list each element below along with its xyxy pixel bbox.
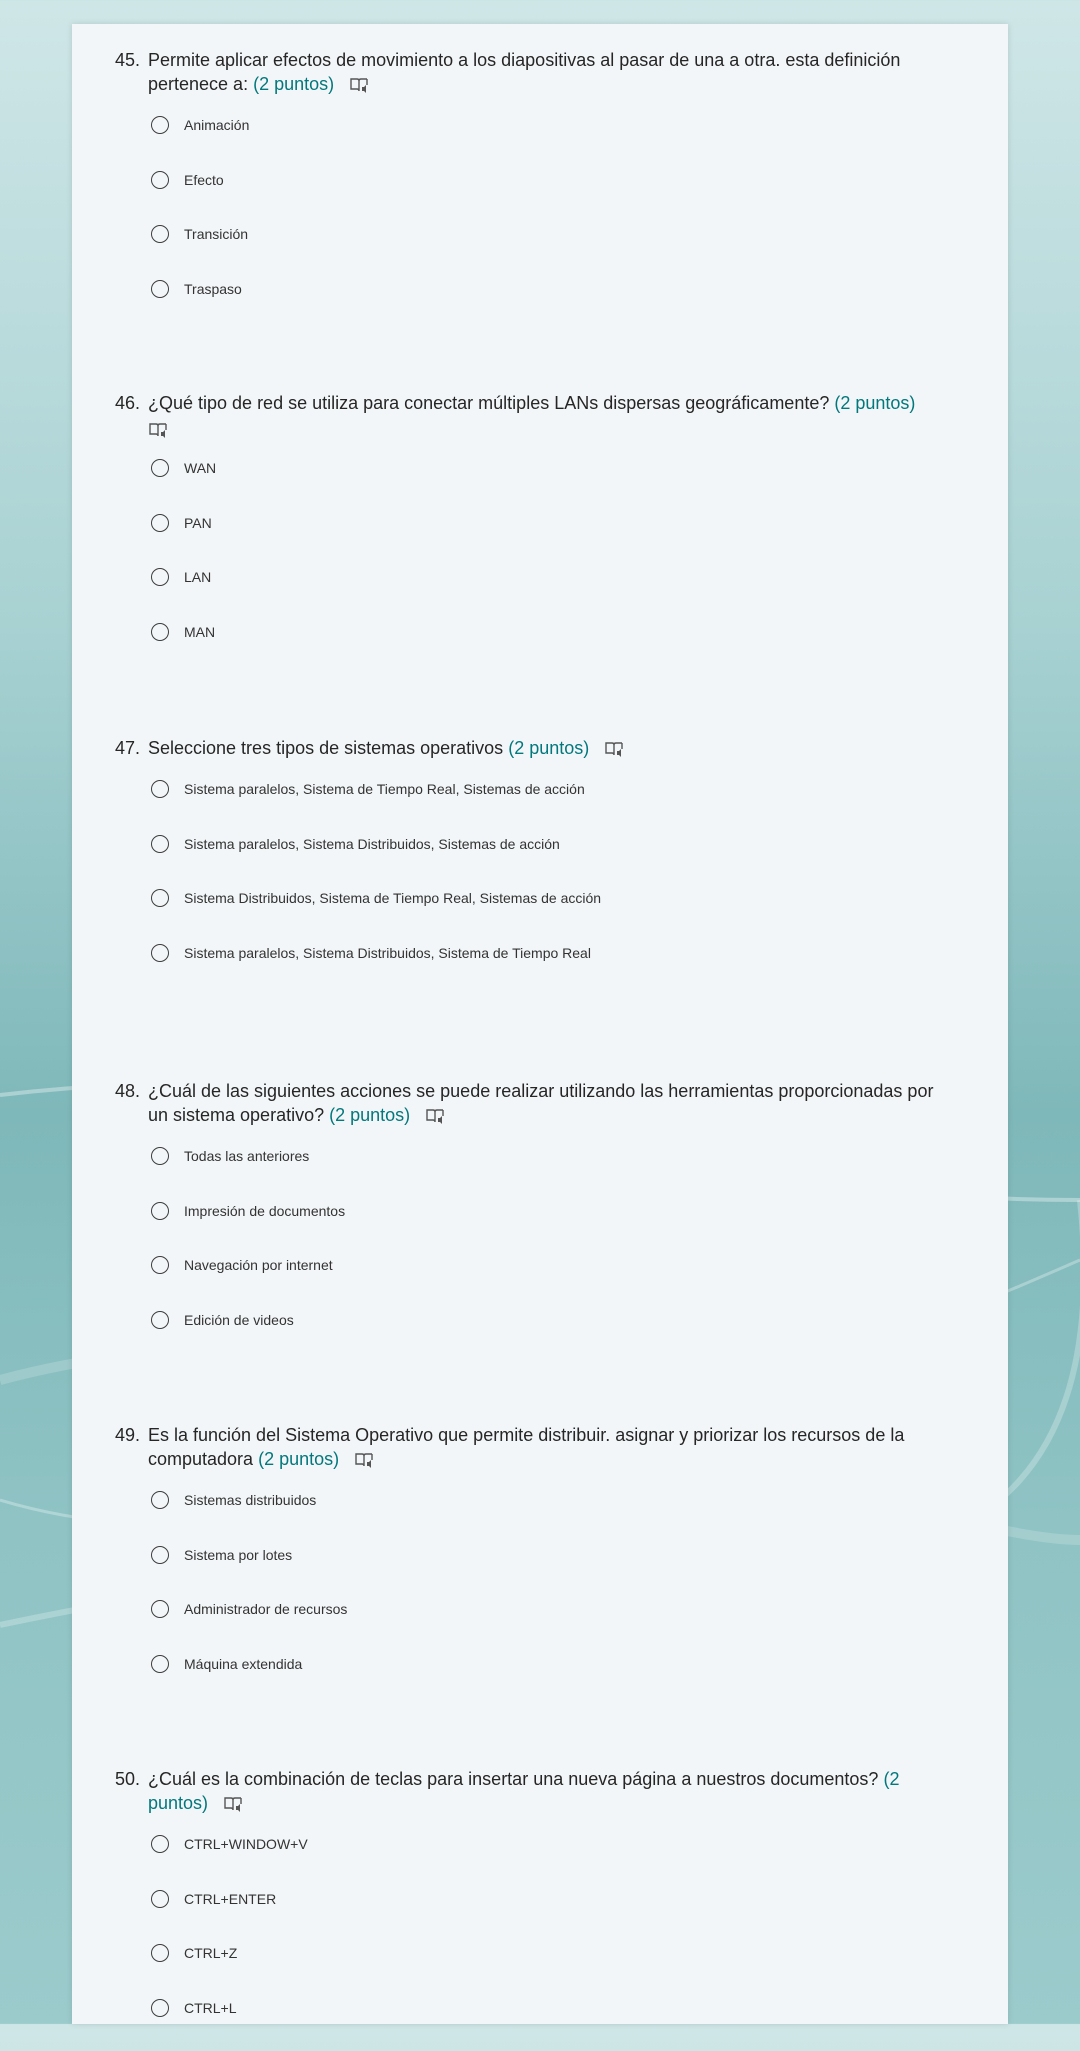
radio-button[interactable] bbox=[151, 1256, 169, 1274]
option-radio[interactable] bbox=[151, 114, 1008, 136]
radio-button[interactable] bbox=[151, 1546, 169, 1564]
question-46 bbox=[72, 391, 1008, 675]
option-radio[interactable] bbox=[151, 887, 1008, 909]
question-text: Seleccione tres tipos de sistemas operativos bbox=[148, 738, 504, 758]
radio-button[interactable] bbox=[151, 623, 169, 641]
question-points: (2 puntos) bbox=[834, 393, 916, 413]
option-radio[interactable] bbox=[151, 1309, 1008, 1331]
radio-button[interactable] bbox=[151, 1311, 169, 1329]
option-radio[interactable] bbox=[151, 1200, 1008, 1222]
immersive-reader-icon[interactable] bbox=[148, 421, 168, 439]
question-number: 45. bbox=[115, 50, 141, 70]
question-header bbox=[72, 1767, 1008, 1815]
option-label: Sistema por lotes bbox=[184, 1546, 293, 1563]
option-radio[interactable] bbox=[151, 1942, 1008, 1964]
option-label: Sistema paralelos, Sistema Distribuidos, Sistema de Tiempo Real bbox=[184, 944, 591, 961]
option-radio[interactable] bbox=[151, 1888, 1008, 1910]
immersive-reader-icon[interactable] bbox=[223, 1795, 243, 1813]
radio-button[interactable] bbox=[151, 944, 169, 962]
question-number: 47. bbox=[115, 738, 141, 758]
question-48 bbox=[72, 1079, 1008, 1363]
options-list bbox=[72, 778, 1008, 964]
question-points: (2 puntos) bbox=[258, 1449, 340, 1469]
option-label: Sistema paralelos, Sistema de Tiempo Real, Sistemas de acción bbox=[184, 781, 585, 797]
question-text-block bbox=[148, 1767, 958, 1815]
options-list bbox=[72, 1489, 1008, 1675]
immersive-reader-icon[interactable] bbox=[349, 76, 369, 94]
question-points: (2 puntos) bbox=[148, 1769, 900, 1813]
radio-button[interactable] bbox=[151, 280, 169, 298]
immersive-reader-icon[interactable] bbox=[354, 1451, 374, 1469]
option-label: Navegación por internet bbox=[184, 1257, 333, 1273]
question-number: 49. bbox=[115, 1425, 141, 1445]
option-label: CTRL+Z bbox=[184, 1945, 238, 1961]
question-text: ¿Qué tipo de red se utiliza para conectar múltiples LANs dispersas geográficamente? bbox=[148, 393, 830, 413]
radio-button[interactable] bbox=[151, 1890, 169, 1908]
options-list bbox=[72, 1833, 1008, 2019]
option-label: Impresión de documentos bbox=[184, 1202, 346, 1219]
options-list bbox=[72, 114, 1008, 300]
radio-button[interactable] bbox=[151, 1835, 169, 1853]
question-header bbox=[72, 391, 1008, 441]
options-list bbox=[72, 1145, 1008, 1331]
option-radio[interactable] bbox=[151, 169, 1008, 191]
radio-button[interactable] bbox=[151, 1600, 169, 1618]
option-label: CTRL+L bbox=[184, 1999, 237, 2016]
option-radio[interactable] bbox=[151, 1489, 1008, 1511]
option-radio[interactable] bbox=[151, 1598, 1008, 1620]
option-radio[interactable] bbox=[151, 1653, 1008, 1675]
option-label: Traspaso bbox=[184, 280, 242, 297]
form-panel bbox=[72, 24, 1008, 2024]
radio-button[interactable] bbox=[151, 1999, 169, 2017]
radio-button[interactable] bbox=[151, 116, 169, 134]
option-radio[interactable] bbox=[151, 278, 1008, 300]
option-radio[interactable] bbox=[151, 833, 1008, 855]
radio-button[interactable] bbox=[151, 514, 169, 532]
radio-button[interactable] bbox=[151, 225, 169, 243]
radio-button[interactable] bbox=[151, 1147, 169, 1165]
question-points: (2 puntos) bbox=[253, 74, 335, 94]
question-text-block bbox=[148, 48, 958, 96]
radio-button[interactable] bbox=[151, 1202, 169, 1220]
reader-icon-row bbox=[138, 417, 958, 441]
question-45 bbox=[72, 48, 1008, 332]
question-text: Permite aplicar efectos de movimiento a los diapositivas al pasar de una a otra. esta definición pertenece a: bbox=[148, 50, 901, 94]
option-label: Transición bbox=[184, 226, 249, 242]
question-points: (2 puntos) bbox=[508, 738, 590, 758]
question-header bbox=[72, 48, 1008, 96]
option-label: Todas las anteriores bbox=[184, 1148, 310, 1164]
option-label: Sistema Distribuidos, Sistema de Tiempo Real, Sistemas de acción bbox=[184, 890, 602, 906]
question-49 bbox=[72, 1423, 1008, 1707]
option-radio[interactable] bbox=[151, 1145, 1008, 1167]
immersive-reader-icon[interactable] bbox=[604, 740, 624, 758]
option-label: Máquina extendida bbox=[184, 1655, 303, 1672]
question-50 bbox=[72, 1767, 1008, 2051]
option-radio[interactable] bbox=[151, 778, 1008, 800]
radio-button[interactable] bbox=[151, 889, 169, 907]
option-label: MAN bbox=[184, 623, 216, 640]
radio-button[interactable] bbox=[151, 780, 169, 798]
option-label: Sistema paralelos, Sistema Distribuidos, Sistemas de acción bbox=[184, 835, 560, 852]
option-label: PAN bbox=[184, 514, 212, 531]
option-radio[interactable] bbox=[151, 1544, 1008, 1566]
option-label: CTRL+ENTER bbox=[184, 1890, 277, 1907]
option-radio[interactable] bbox=[151, 1254, 1008, 1276]
question-text: ¿Cuál es la combinación de teclas para insertar una nueva página a nuestros documentos? bbox=[148, 1769, 879, 1789]
question-number: 50. bbox=[115, 1769, 141, 1789]
radio-button[interactable] bbox=[151, 459, 169, 477]
question-text: Es la función del Sistema Operativo que permite distribuir. asignar y priorizar los recursos de la computadora bbox=[148, 1425, 905, 1469]
option-label: LAN bbox=[184, 569, 212, 585]
question-text-block bbox=[148, 1079, 958, 1127]
question-number: 46. bbox=[115, 393, 141, 413]
question-header bbox=[72, 1079, 1008, 1127]
question-47 bbox=[72, 736, 1008, 996]
radio-button[interactable] bbox=[151, 171, 169, 189]
immersive-reader-icon[interactable] bbox=[425, 1107, 445, 1125]
option-radio[interactable] bbox=[151, 942, 1008, 964]
question-text-block bbox=[148, 736, 958, 760]
option-label: Administrador de recursos bbox=[184, 1601, 348, 1617]
question-text-block bbox=[148, 391, 958, 441]
radio-button[interactable] bbox=[151, 568, 169, 586]
option-label: WAN bbox=[184, 460, 217, 476]
question-text-block bbox=[148, 1423, 958, 1471]
option-label: CTRL+WINDOW+V bbox=[184, 1836, 308, 1852]
option-radio[interactable] bbox=[151, 223, 1008, 245]
option-radio[interactable] bbox=[151, 1997, 1008, 2019]
option-radio[interactable] bbox=[151, 621, 1008, 643]
option-radio[interactable] bbox=[151, 457, 1008, 479]
question-number: 48. bbox=[115, 1081, 141, 1101]
option-label: Edición de videos bbox=[184, 1311, 294, 1328]
question-text: ¿Cuál de las siguientes acciones se puede realizar utilizando las herramientas proporcionadas por un sistema operativo? bbox=[148, 1081, 934, 1125]
radio-button[interactable] bbox=[151, 1491, 169, 1509]
question-points: (2 puntos) bbox=[329, 1105, 411, 1125]
option-label: Efecto bbox=[184, 171, 224, 188]
radio-button[interactable] bbox=[151, 1655, 169, 1673]
option-radio[interactable] bbox=[151, 1833, 1008, 1855]
option-radio[interactable] bbox=[151, 512, 1008, 534]
option-label: Sistemas distribuidos bbox=[184, 1492, 317, 1508]
option-label: Animación bbox=[184, 117, 250, 133]
question-header bbox=[72, 736, 1008, 760]
question-header bbox=[72, 1423, 1008, 1471]
options-list bbox=[72, 457, 1008, 643]
radio-button[interactable] bbox=[151, 835, 169, 853]
radio-button[interactable] bbox=[151, 1944, 169, 1962]
option-radio[interactable] bbox=[151, 566, 1008, 588]
